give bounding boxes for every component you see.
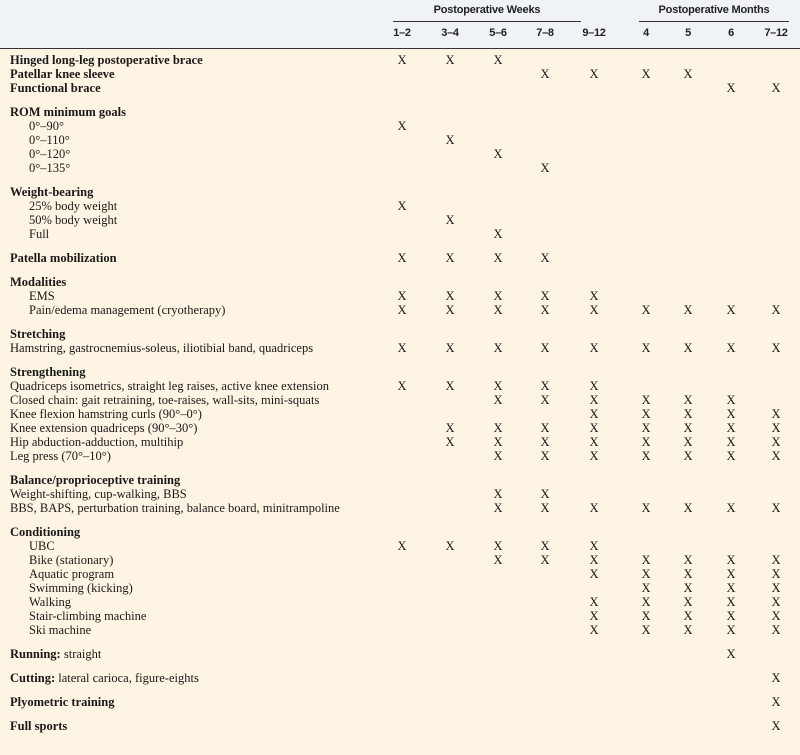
x-mark: X (589, 553, 599, 567)
column-header: 1–2 (393, 27, 411, 39)
x-mark: X (641, 435, 651, 449)
x-mark: X (493, 251, 503, 265)
row-label: Full (29, 227, 50, 241)
table-row (0, 251, 800, 265)
table-row (0, 199, 800, 213)
table-row (0, 609, 800, 623)
x-mark: X (493, 289, 503, 303)
x-mark: X (540, 421, 550, 435)
x-mark: X (726, 567, 736, 581)
x-mark: X (589, 623, 599, 637)
x-mark: X (445, 213, 455, 227)
table-row (0, 671, 800, 685)
row-label: Bike (stationary) (29, 553, 114, 567)
row-label: Aquatic program (29, 567, 115, 581)
x-mark: X (771, 341, 781, 355)
x-mark: X (641, 341, 651, 355)
x-mark: X (493, 53, 503, 67)
x-mark: X (771, 421, 781, 435)
table-row (0, 227, 800, 241)
x-mark: X (397, 251, 407, 265)
table-row (0, 581, 800, 595)
x-mark: X (641, 421, 651, 435)
table-row (0, 539, 800, 553)
x-mark: X (445, 133, 455, 147)
column-header: 4 (643, 27, 649, 39)
x-mark: X (445, 421, 455, 435)
row-label: 0°–120° (29, 147, 71, 161)
x-mark: X (589, 379, 599, 393)
x-mark: X (726, 553, 736, 567)
row-label: Hamstring, gastrocnemius-soleus, iliotibial band, quadriceps (10, 341, 314, 355)
column-header: 7–8 (536, 27, 554, 39)
x-mark: X (683, 581, 693, 595)
group-divider-weeks (393, 21, 581, 22)
row-label: BBS, BAPS, perturbation training, balance board, minitrampoline (10, 501, 340, 515)
x-mark: X (771, 81, 781, 95)
x-mark: X (397, 341, 407, 355)
table-row (0, 67, 800, 81)
table-header (0, 0, 800, 49)
table-row (0, 147, 800, 161)
x-mark: X (726, 81, 736, 95)
table-row (0, 473, 800, 487)
row-label: Quadriceps isometrics, straight leg raises, active knee extension (10, 379, 329, 393)
x-mark: X (683, 341, 693, 355)
x-mark: X (493, 501, 503, 515)
x-mark: X (683, 435, 693, 449)
x-mark: X (771, 567, 781, 581)
x-mark: X (683, 67, 693, 81)
table-row (0, 487, 800, 501)
row-label: Leg press (70°–10°) (10, 449, 111, 463)
x-mark: X (726, 407, 736, 421)
x-mark: X (641, 449, 651, 463)
x-mark: X (726, 449, 736, 463)
row-label (10, 671, 199, 685)
x-mark: X (397, 199, 407, 213)
row-label: Conditioning (10, 525, 81, 539)
row-label (10, 647, 101, 661)
row-label: 0°–90° (29, 119, 64, 133)
row-label: Weight-shifting, cup-walking, BBS (10, 487, 187, 501)
x-mark: X (771, 609, 781, 623)
x-mark: X (540, 161, 550, 175)
x-mark: X (540, 501, 550, 515)
x-mark: X (589, 289, 599, 303)
table-row (0, 647, 800, 661)
row-label: Stair-climbing machine (29, 609, 147, 623)
x-mark: X (641, 623, 651, 637)
x-mark: X (683, 421, 693, 435)
x-mark: X (726, 501, 736, 515)
x-mark: X (641, 501, 651, 515)
x-mark: X (641, 393, 651, 407)
x-mark: X (493, 393, 503, 407)
table-row (0, 185, 800, 199)
x-mark: X (493, 553, 503, 567)
x-mark: X (641, 407, 651, 421)
row-label: Weight-bearing (10, 185, 94, 199)
table-row (0, 365, 800, 379)
x-mark: X (683, 449, 693, 463)
x-mark: X (771, 623, 781, 637)
x-mark: X (641, 609, 651, 623)
table-row (0, 327, 800, 341)
x-mark: X (445, 435, 455, 449)
x-mark: X (540, 393, 550, 407)
row-label: Full sports (10, 719, 68, 733)
x-mark: X (493, 147, 503, 161)
table-row (0, 525, 800, 539)
x-mark: X (683, 393, 693, 407)
row-label: Hinged long-leg postoperative brace (10, 53, 203, 67)
x-mark: X (397, 289, 407, 303)
table-row (0, 161, 800, 175)
x-mark: X (726, 303, 736, 317)
x-mark: X (683, 501, 693, 515)
row-label-rest: straight (60, 647, 102, 661)
x-mark: X (445, 53, 455, 67)
table-row (0, 133, 800, 147)
group-title-months: Postoperative Months (658, 4, 770, 16)
row-label: Modalities (10, 275, 67, 289)
x-mark: X (540, 289, 550, 303)
row-label: Walking (29, 595, 72, 609)
group-title-weeks: Postoperative Weeks (433, 4, 541, 16)
table-row (0, 275, 800, 289)
x-mark: X (771, 595, 781, 609)
x-mark: X (445, 251, 455, 265)
row-label: 25% body weight (29, 199, 118, 213)
table-row (0, 501, 800, 515)
x-mark: X (726, 623, 736, 637)
column-header: 5 (685, 27, 691, 39)
x-mark: X (771, 303, 781, 317)
x-mark: X (641, 581, 651, 595)
x-mark: X (641, 553, 651, 567)
x-mark: X (641, 67, 651, 81)
x-mark: X (683, 407, 693, 421)
table-row (0, 341, 800, 355)
x-mark: X (683, 595, 693, 609)
row-label: Balance/proprioceptive training (10, 473, 181, 487)
table-row (0, 407, 800, 421)
x-mark: X (493, 341, 503, 355)
row-label: Stretching (10, 327, 66, 341)
x-mark: X (726, 341, 736, 355)
x-mark: X (445, 379, 455, 393)
x-mark: X (683, 567, 693, 581)
x-mark: X (589, 609, 599, 623)
column-header: 9–12 (582, 27, 606, 39)
x-mark: X (540, 435, 550, 449)
x-mark: X (771, 581, 781, 595)
table-row (0, 53, 800, 67)
x-mark: X (540, 553, 550, 567)
row-label: Plyometric training (10, 695, 115, 709)
row-label: 50% body weight (29, 213, 118, 227)
x-mark: X (726, 609, 736, 623)
x-mark: X (589, 407, 599, 421)
x-mark: X (589, 393, 599, 407)
x-mark: X (397, 53, 407, 67)
x-mark: X (641, 567, 651, 581)
table-row (0, 719, 800, 733)
x-mark: X (589, 539, 599, 553)
x-mark: X (726, 581, 736, 595)
x-mark: X (726, 435, 736, 449)
row-label: Pain/edema management (cryotherapy) (29, 303, 226, 317)
row-label-bold: Running: (10, 647, 61, 661)
x-mark: X (589, 67, 599, 81)
x-mark: X (540, 487, 550, 501)
x-mark: X (683, 609, 693, 623)
x-mark: X (726, 595, 736, 609)
column-header: 5–6 (489, 27, 507, 39)
row-label: Hip abduction-adduction, multihip (10, 435, 184, 449)
x-mark: X (641, 595, 651, 609)
x-mark: X (493, 227, 503, 241)
row-label: Patella mobilization (10, 251, 117, 265)
x-mark: X (641, 303, 651, 317)
table-row (0, 105, 800, 119)
row-label: Knee extension quadriceps (90°–30°) (10, 421, 198, 435)
x-mark: X (493, 435, 503, 449)
x-mark: X (771, 671, 781, 685)
x-mark: X (726, 647, 736, 661)
x-mark: X (493, 539, 503, 553)
x-mark: X (493, 421, 503, 435)
x-mark: X (771, 449, 781, 463)
x-mark: X (771, 553, 781, 567)
row-label: Strengthening (10, 365, 86, 379)
table-row (0, 81, 800, 95)
x-mark: X (771, 435, 781, 449)
x-mark: X (771, 695, 781, 709)
x-mark: X (683, 553, 693, 567)
column-header: 6 (728, 27, 734, 39)
group-divider-months (639, 21, 789, 22)
x-mark: X (445, 341, 455, 355)
x-mark: X (397, 539, 407, 553)
row-label: 0°–110° (29, 133, 70, 147)
x-mark: X (683, 623, 693, 637)
table-row (0, 553, 800, 567)
x-mark: X (589, 449, 599, 463)
x-mark: X (445, 303, 455, 317)
x-mark: X (589, 341, 599, 355)
x-mark: X (540, 341, 550, 355)
row-label: 0°–135° (29, 161, 71, 175)
row-label: UBC (29, 539, 55, 553)
row-label: Swimming (kicking) (29, 581, 133, 595)
table-row (0, 695, 800, 709)
table-row (0, 393, 800, 407)
x-mark: X (540, 539, 550, 553)
table-row (0, 289, 800, 303)
x-mark: X (397, 379, 407, 393)
x-mark: X (683, 303, 693, 317)
table-row (0, 213, 800, 227)
table-row (0, 421, 800, 435)
x-mark: X (589, 567, 599, 581)
x-mark: X (771, 501, 781, 515)
x-mark: X (589, 303, 599, 317)
table-row (0, 595, 800, 609)
row-label-rest: lateral carioca, figure-eights (55, 671, 199, 685)
table-row (0, 379, 800, 393)
x-mark: X (540, 379, 550, 393)
table-row (0, 303, 800, 317)
row-label: Patellar knee sleeve (10, 67, 115, 81)
x-mark: X (397, 303, 407, 317)
row-label: Ski machine (29, 623, 92, 637)
table-row (0, 623, 800, 637)
table-row (0, 119, 800, 133)
x-mark: X (540, 251, 550, 265)
x-mark: X (771, 407, 781, 421)
table-row (0, 449, 800, 463)
x-mark: X (493, 487, 503, 501)
x-mark: X (589, 421, 599, 435)
column-header: 3–4 (441, 27, 459, 39)
x-mark: X (540, 303, 550, 317)
row-label: ROM minimum goals (10, 105, 126, 119)
x-mark: X (589, 501, 599, 515)
table-row (0, 435, 800, 449)
x-mark: X (540, 67, 550, 81)
row-label-bold: Cutting: (10, 671, 56, 685)
x-mark: X (493, 303, 503, 317)
x-mark: X (493, 449, 503, 463)
x-mark: X (540, 449, 550, 463)
table-row (0, 567, 800, 581)
x-mark: X (589, 595, 599, 609)
x-mark: X (397, 119, 407, 133)
row-label: Closed chain: gait retraining, toe-raises, wall-sits, mini-squats (10, 393, 320, 407)
x-mark: X (589, 435, 599, 449)
row-label: EMS (29, 289, 55, 303)
row-label: Functional brace (10, 81, 101, 95)
x-mark: X (493, 379, 503, 393)
x-mark: X (445, 539, 455, 553)
row-label: Knee flexion hamstring curls (90°–0°) (10, 407, 202, 421)
x-mark: X (445, 289, 455, 303)
x-mark: X (726, 421, 736, 435)
column-header: 7–12 (764, 27, 788, 39)
x-mark: X (771, 719, 781, 733)
x-mark: X (726, 393, 736, 407)
